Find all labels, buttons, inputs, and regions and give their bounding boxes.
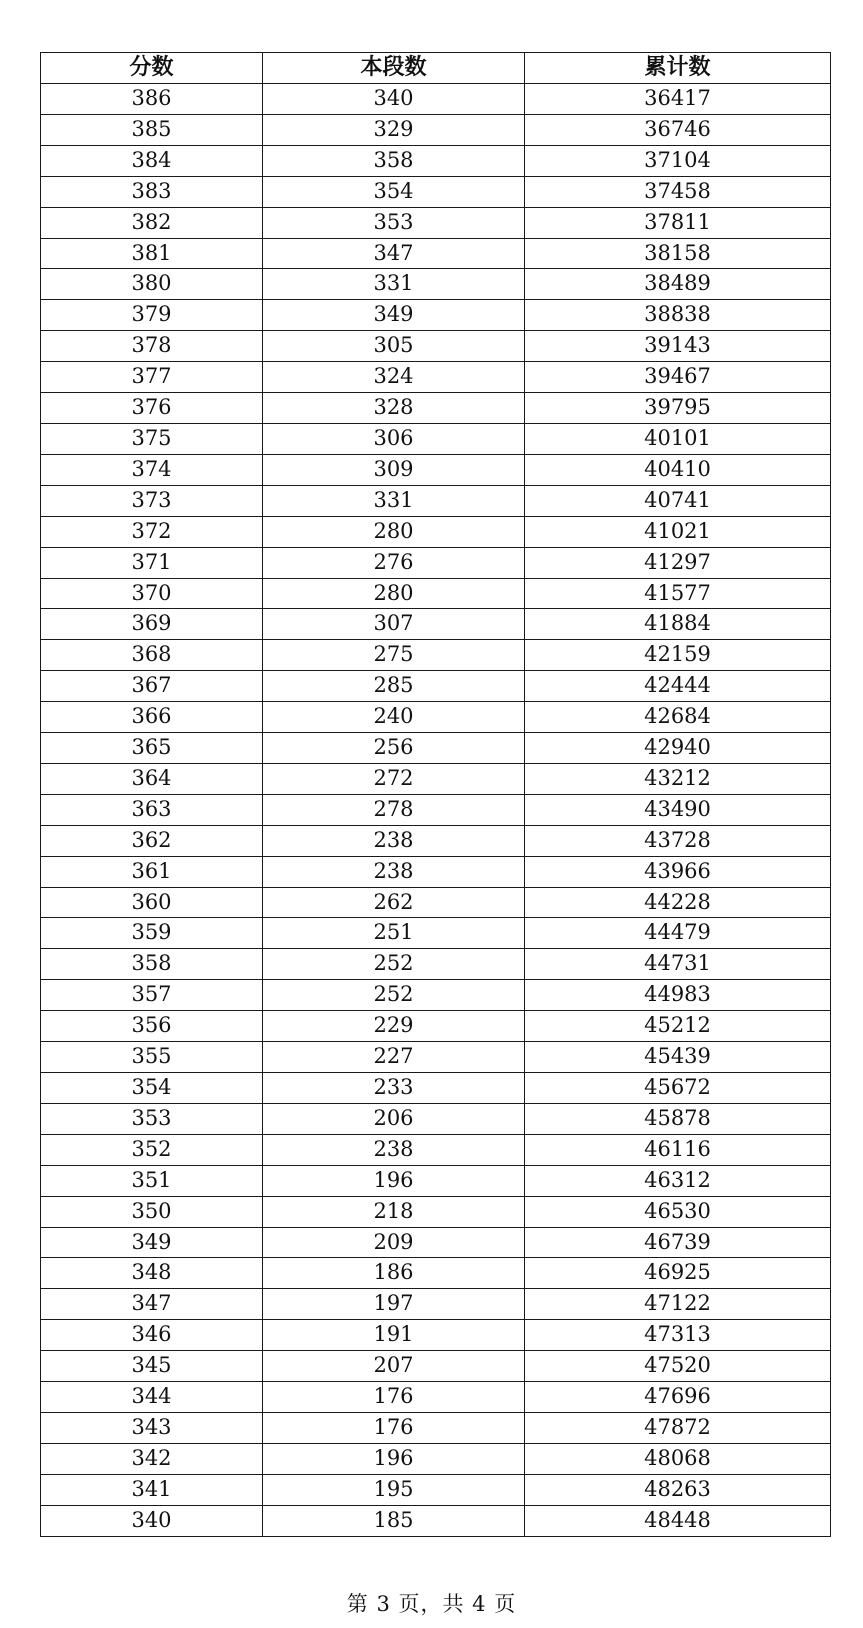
table-row bbox=[41, 1042, 831, 1073]
score-cell: 342 bbox=[41, 1443, 263, 1474]
header-segment-count: 本段数 bbox=[263, 53, 525, 84]
table-row bbox=[41, 1382, 831, 1413]
table-header bbox=[41, 53, 831, 84]
score-cell: 386 bbox=[41, 84, 263, 115]
score-cell: 347 bbox=[41, 1289, 263, 1320]
table-row bbox=[41, 949, 831, 980]
cumulative-count-cell: 41297 bbox=[525, 547, 831, 578]
table-row bbox=[41, 856, 831, 887]
segment-count-cell: 252 bbox=[263, 980, 525, 1011]
score-cell: 359 bbox=[41, 918, 263, 949]
score-cell: 355 bbox=[41, 1042, 263, 1073]
table-row bbox=[41, 825, 831, 856]
segment-count-cell: 227 bbox=[263, 1042, 525, 1073]
score-cell: 345 bbox=[41, 1351, 263, 1382]
cumulative-count-cell: 39795 bbox=[525, 393, 831, 424]
cumulative-count-cell: 38838 bbox=[525, 300, 831, 331]
table-row bbox=[41, 362, 831, 393]
segment-count-cell: 305 bbox=[263, 331, 525, 362]
cumulative-count-cell: 41021 bbox=[525, 516, 831, 547]
score-cell: 366 bbox=[41, 702, 263, 733]
segment-count-cell: 340 bbox=[263, 84, 525, 115]
table-row bbox=[41, 1134, 831, 1165]
table-row bbox=[41, 145, 831, 176]
score-cell: 357 bbox=[41, 980, 263, 1011]
segment-count-cell: 229 bbox=[263, 1011, 525, 1042]
table-row bbox=[41, 671, 831, 702]
table-row bbox=[41, 1073, 831, 1104]
segment-count-cell: 285 bbox=[263, 671, 525, 702]
score-cell: 372 bbox=[41, 516, 263, 547]
table-row bbox=[41, 1289, 831, 1320]
cumulative-count-cell: 40741 bbox=[525, 485, 831, 516]
segment-count-cell: 328 bbox=[263, 393, 525, 424]
segment-count-cell: 238 bbox=[263, 825, 525, 856]
cumulative-count-cell: 37458 bbox=[525, 176, 831, 207]
table-row bbox=[41, 393, 831, 424]
segment-count-cell: 233 bbox=[263, 1073, 525, 1104]
score-cell: 384 bbox=[41, 145, 263, 176]
cumulative-count-cell: 43728 bbox=[525, 825, 831, 856]
score-cell: 382 bbox=[41, 207, 263, 238]
score-cell: 358 bbox=[41, 949, 263, 980]
score-cell: 385 bbox=[41, 114, 263, 145]
segment-count-cell: 195 bbox=[263, 1474, 525, 1505]
table-row bbox=[41, 1412, 831, 1443]
segment-count-cell: 256 bbox=[263, 733, 525, 764]
segment-count-cell: 252 bbox=[263, 949, 525, 980]
cumulative-count-cell: 43212 bbox=[525, 763, 831, 794]
table-row bbox=[41, 1505, 831, 1536]
table-body bbox=[41, 84, 831, 1537]
cumulative-count-cell: 47696 bbox=[525, 1382, 831, 1413]
cumulative-count-cell: 47313 bbox=[525, 1320, 831, 1351]
score-cell: 367 bbox=[41, 671, 263, 702]
cumulative-count-cell: 42159 bbox=[525, 640, 831, 671]
cumulative-count-cell: 44731 bbox=[525, 949, 831, 980]
table-row bbox=[41, 794, 831, 825]
score-cell: 351 bbox=[41, 1165, 263, 1196]
score-cell: 383 bbox=[41, 176, 263, 207]
cumulative-count-cell: 38158 bbox=[525, 238, 831, 269]
cumulative-count-cell: 47122 bbox=[525, 1289, 831, 1320]
cumulative-count-cell: 46925 bbox=[525, 1258, 831, 1289]
cumulative-count-cell: 41577 bbox=[525, 578, 831, 609]
cumulative-count-cell: 46312 bbox=[525, 1165, 831, 1196]
score-cell: 374 bbox=[41, 454, 263, 485]
segment-count-cell: 353 bbox=[263, 207, 525, 238]
score-cell: 354 bbox=[41, 1073, 263, 1104]
table-row bbox=[41, 454, 831, 485]
segment-count-cell: 331 bbox=[263, 269, 525, 300]
segment-count-cell: 238 bbox=[263, 856, 525, 887]
cumulative-count-cell: 44983 bbox=[525, 980, 831, 1011]
segment-count-cell: 251 bbox=[263, 918, 525, 949]
cumulative-count-cell: 47520 bbox=[525, 1351, 831, 1382]
table-row bbox=[41, 300, 831, 331]
table-row bbox=[41, 1474, 831, 1505]
cumulative-count-cell: 47872 bbox=[525, 1412, 831, 1443]
score-cell: 352 bbox=[41, 1134, 263, 1165]
segment-count-cell: 358 bbox=[263, 145, 525, 176]
score-cell: 364 bbox=[41, 763, 263, 794]
score-cell: 343 bbox=[41, 1412, 263, 1443]
segment-count-cell: 206 bbox=[263, 1103, 525, 1134]
cumulative-count-cell: 39143 bbox=[525, 331, 831, 362]
table-row bbox=[41, 485, 831, 516]
cumulative-count-cell: 36746 bbox=[525, 114, 831, 145]
cumulative-count-cell: 48068 bbox=[525, 1443, 831, 1474]
score-cell: 363 bbox=[41, 794, 263, 825]
segment-count-cell: 196 bbox=[263, 1165, 525, 1196]
table-row bbox=[41, 702, 831, 733]
cumulative-count-cell: 39467 bbox=[525, 362, 831, 393]
cumulative-count-cell: 41884 bbox=[525, 609, 831, 640]
score-cell: 377 bbox=[41, 362, 263, 393]
cumulative-count-cell: 43966 bbox=[525, 856, 831, 887]
cumulative-count-cell: 48448 bbox=[525, 1505, 831, 1536]
segment-count-cell: 238 bbox=[263, 1134, 525, 1165]
segment-count-cell: 276 bbox=[263, 547, 525, 578]
segment-count-cell: 218 bbox=[263, 1196, 525, 1227]
table-row bbox=[41, 578, 831, 609]
segment-count-cell: 280 bbox=[263, 516, 525, 547]
page-number-footer: 第 3 页，共 4 页 bbox=[346, 1592, 517, 1616]
score-cell: 349 bbox=[41, 1227, 263, 1258]
score-cell: 378 bbox=[41, 331, 263, 362]
cumulative-count-cell: 42684 bbox=[525, 702, 831, 733]
cumulative-count-cell: 45878 bbox=[525, 1103, 831, 1134]
cumulative-count-cell: 42940 bbox=[525, 733, 831, 764]
cumulative-count-cell: 38489 bbox=[525, 269, 831, 300]
score-cell: 344 bbox=[41, 1382, 263, 1413]
segment-count-cell: 307 bbox=[263, 609, 525, 640]
table-row bbox=[41, 547, 831, 578]
cumulative-count-cell: 46116 bbox=[525, 1134, 831, 1165]
table-row bbox=[41, 733, 831, 764]
table-row bbox=[41, 1011, 831, 1042]
table-row bbox=[41, 423, 831, 454]
table-row bbox=[41, 980, 831, 1011]
score-cell: 353 bbox=[41, 1103, 263, 1134]
score-cell: 341 bbox=[41, 1474, 263, 1505]
segment-count-cell: 278 bbox=[263, 794, 525, 825]
segment-count-cell: 186 bbox=[263, 1258, 525, 1289]
segment-count-cell: 209 bbox=[263, 1227, 525, 1258]
header-cumulative-count: 累计数 bbox=[525, 53, 831, 84]
cumulative-count-cell: 48263 bbox=[525, 1474, 831, 1505]
segment-count-cell: 280 bbox=[263, 578, 525, 609]
score-cell: 380 bbox=[41, 269, 263, 300]
table-row bbox=[41, 1258, 831, 1289]
segment-count-cell: 347 bbox=[263, 238, 525, 269]
score-cell: 379 bbox=[41, 300, 263, 331]
table-row bbox=[41, 1351, 831, 1382]
table-row bbox=[41, 331, 831, 362]
header-score: 分数 bbox=[41, 53, 263, 84]
table-row bbox=[41, 609, 831, 640]
score-cell: 356 bbox=[41, 1011, 263, 1042]
score-cell: 360 bbox=[41, 887, 263, 918]
score-cell: 381 bbox=[41, 238, 263, 269]
score-cell: 346 bbox=[41, 1320, 263, 1351]
segment-count-cell: 207 bbox=[263, 1351, 525, 1382]
cumulative-count-cell: 45672 bbox=[525, 1073, 831, 1104]
table-row bbox=[41, 114, 831, 145]
segment-count-cell: 191 bbox=[263, 1320, 525, 1351]
segment-count-cell: 329 bbox=[263, 114, 525, 145]
cumulative-count-cell: 43490 bbox=[525, 794, 831, 825]
segment-count-cell: 176 bbox=[263, 1412, 525, 1443]
segment-count-cell: 331 bbox=[263, 485, 525, 516]
segment-count-cell: 309 bbox=[263, 454, 525, 485]
segment-count-cell: 262 bbox=[263, 887, 525, 918]
score-cell: 350 bbox=[41, 1196, 263, 1227]
score-cell: 375 bbox=[41, 423, 263, 454]
segment-count-cell: 196 bbox=[263, 1443, 525, 1474]
table-row bbox=[41, 640, 831, 671]
segment-count-cell: 272 bbox=[263, 763, 525, 794]
header-row bbox=[41, 53, 831, 84]
table-row bbox=[41, 1103, 831, 1134]
table-row bbox=[41, 269, 831, 300]
cumulative-count-cell: 36417 bbox=[525, 84, 831, 115]
table-row bbox=[41, 238, 831, 269]
segment-count-cell: 275 bbox=[263, 640, 525, 671]
cumulative-count-cell: 42444 bbox=[525, 671, 831, 702]
table-row bbox=[41, 516, 831, 547]
score-cell: 361 bbox=[41, 856, 263, 887]
score-cell: 365 bbox=[41, 733, 263, 764]
table-row bbox=[41, 763, 831, 794]
cumulative-count-cell: 37104 bbox=[525, 145, 831, 176]
table-row bbox=[41, 887, 831, 918]
segment-count-cell: 349 bbox=[263, 300, 525, 331]
cumulative-count-cell: 46530 bbox=[525, 1196, 831, 1227]
segment-count-cell: 197 bbox=[263, 1289, 525, 1320]
segment-count-cell: 240 bbox=[263, 702, 525, 733]
score-cell: 362 bbox=[41, 825, 263, 856]
cumulative-count-cell: 40101 bbox=[525, 423, 831, 454]
cumulative-count-cell: 44228 bbox=[525, 887, 831, 918]
cumulative-count-cell: 44479 bbox=[525, 918, 831, 949]
segment-count-cell: 306 bbox=[263, 423, 525, 454]
score-cell: 368 bbox=[41, 640, 263, 671]
score-cell: 371 bbox=[41, 547, 263, 578]
table-row bbox=[41, 1320, 831, 1351]
cumulative-count-cell: 45439 bbox=[525, 1042, 831, 1073]
table-row bbox=[41, 176, 831, 207]
cumulative-count-cell: 40410 bbox=[525, 454, 831, 485]
cumulative-count-cell: 37811 bbox=[525, 207, 831, 238]
segment-count-cell: 185 bbox=[263, 1505, 525, 1536]
score-cell: 376 bbox=[41, 393, 263, 424]
segment-count-cell: 176 bbox=[263, 1382, 525, 1413]
table-row bbox=[41, 1165, 831, 1196]
cumulative-count-cell: 45212 bbox=[525, 1011, 831, 1042]
table-row bbox=[41, 918, 831, 949]
score-cell: 340 bbox=[41, 1505, 263, 1536]
table-row bbox=[41, 1443, 831, 1474]
table-row bbox=[41, 207, 831, 238]
score-cell: 348 bbox=[41, 1258, 263, 1289]
table-row bbox=[41, 84, 831, 115]
segment-count-cell: 324 bbox=[263, 362, 525, 393]
score-cell: 373 bbox=[41, 485, 263, 516]
table-row bbox=[41, 1227, 831, 1258]
table-row bbox=[41, 1196, 831, 1227]
score-cell: 370 bbox=[41, 578, 263, 609]
score-distribution-table bbox=[40, 52, 831, 1537]
segment-count-cell: 354 bbox=[263, 176, 525, 207]
cumulative-count-cell: 46739 bbox=[525, 1227, 831, 1258]
score-cell: 369 bbox=[41, 609, 263, 640]
